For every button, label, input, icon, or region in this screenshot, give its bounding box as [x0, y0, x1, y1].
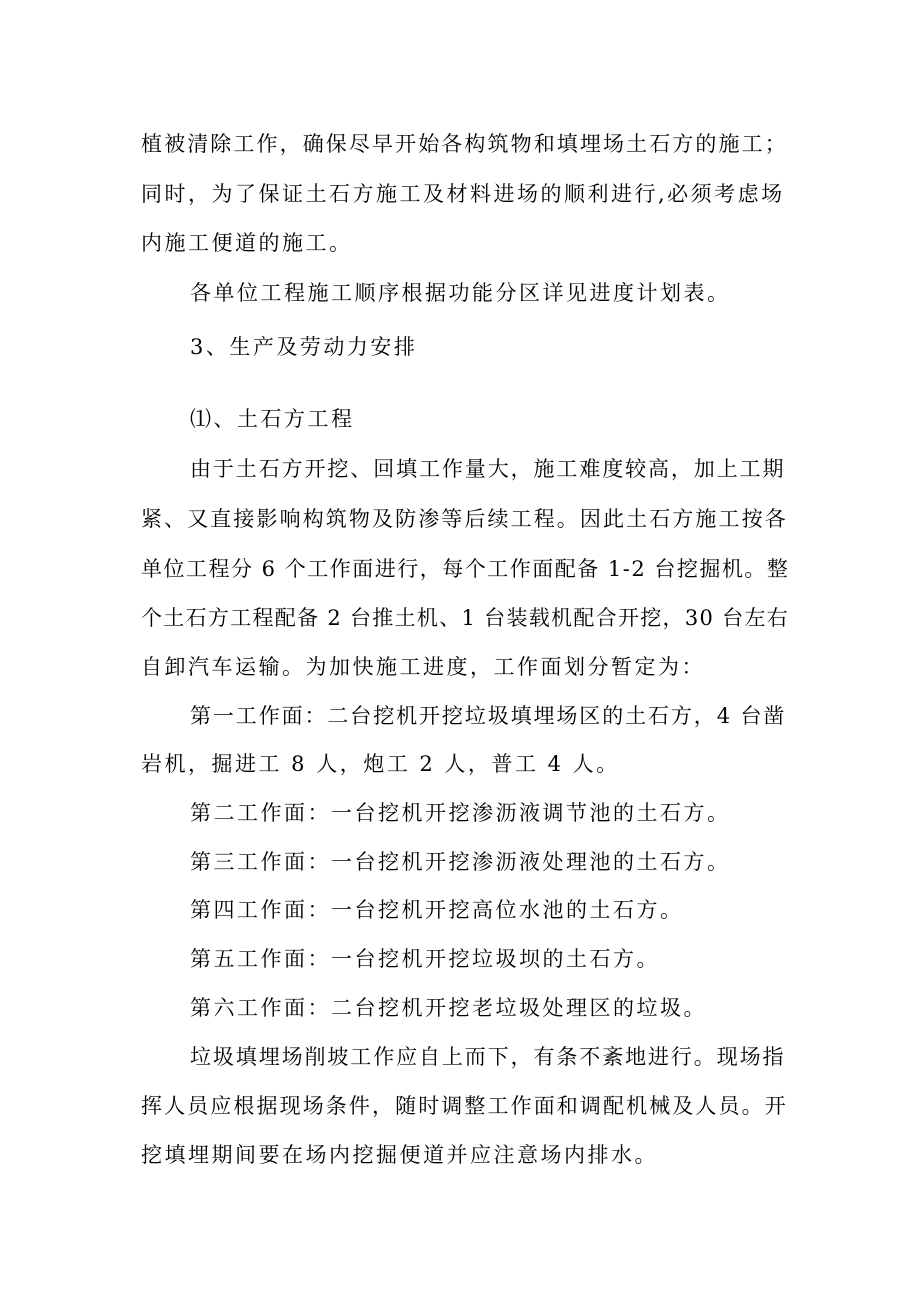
paragraph-line-7: 由于土石方开挖、回填工作量大，施工难度较高，加上工期 [190, 457, 786, 481]
paragraph-line-16: 第四工作面：一台挖机开挖高位水池的土石方。 [190, 898, 684, 922]
paragraph-line-8: 紧、又直接影响构筑物及防渗等后续工程。因此土石方施工按各 [141, 507, 788, 531]
paragraph-line-13: 岩机，掘进工 8 人，炮工 2 人，普工 4 人。 [141, 752, 620, 776]
paragraph-line-11: 自卸汽车运输。为加快施工进度，工作面划分暂定为： [141, 655, 705, 679]
paragraph-line-18: 第六工作面：二台挖机开挖老垃圾处理区的垃圾。 [190, 996, 707, 1020]
paragraph-line-20: 挥人员应根据现场条件，随时调整工作面和调配机械及人员。开 [141, 1094, 788, 1118]
paragraph-line-21: 挖填埋期间要在场内挖掘便道并应注意场内排水。 [141, 1143, 658, 1167]
subsection-heading: ⑴、土石方工程 [190, 407, 355, 431]
paragraph-line-10: 个土石方工程配备 2 台推土机、1 台装载机配合开挖，30 台左右 [141, 606, 790, 630]
paragraph-line-17: 第五工作面：一台挖机开挖垃圾坝的土石方。 [190, 947, 660, 971]
paragraph-line-4: 各单位工程施工顺序根据功能分区详见进度计划表。 [190, 281, 731, 305]
section-heading: 3、生产及劳动力安排 [190, 335, 418, 359]
paragraph-line-3: 内施工便道的施工。 [141, 231, 353, 255]
paragraph-line-15: 第三工作面：一台挖机开挖渗沥液处理池的土石方。 [190, 850, 731, 874]
paragraph-line-2: 同时，为了保证土石方施工及材料进场的顺利进行,必须考虑场 [141, 182, 785, 206]
paragraph-line-19: 垃圾填埋场削坡工作应自上而下，有条不紊地进行。现场指 [190, 1045, 786, 1069]
paragraph-line-12: 第一工作面：二台挖机开挖垃圾填埋场区的土石方，4 台凿 [190, 704, 787, 728]
paragraph-line-9: 单位工程分 6 个工作面进行，每个工作面配备 1-2 台挖掘机。整 [141, 557, 790, 581]
paragraph-line-14: 第二工作面：一台挖机开挖渗沥液调节池的土石方。 [190, 801, 731, 825]
paragraph-line-1: 植被清除工作，确保尽早开始各构筑物和填埋场土石方的施工； [141, 132, 788, 156]
